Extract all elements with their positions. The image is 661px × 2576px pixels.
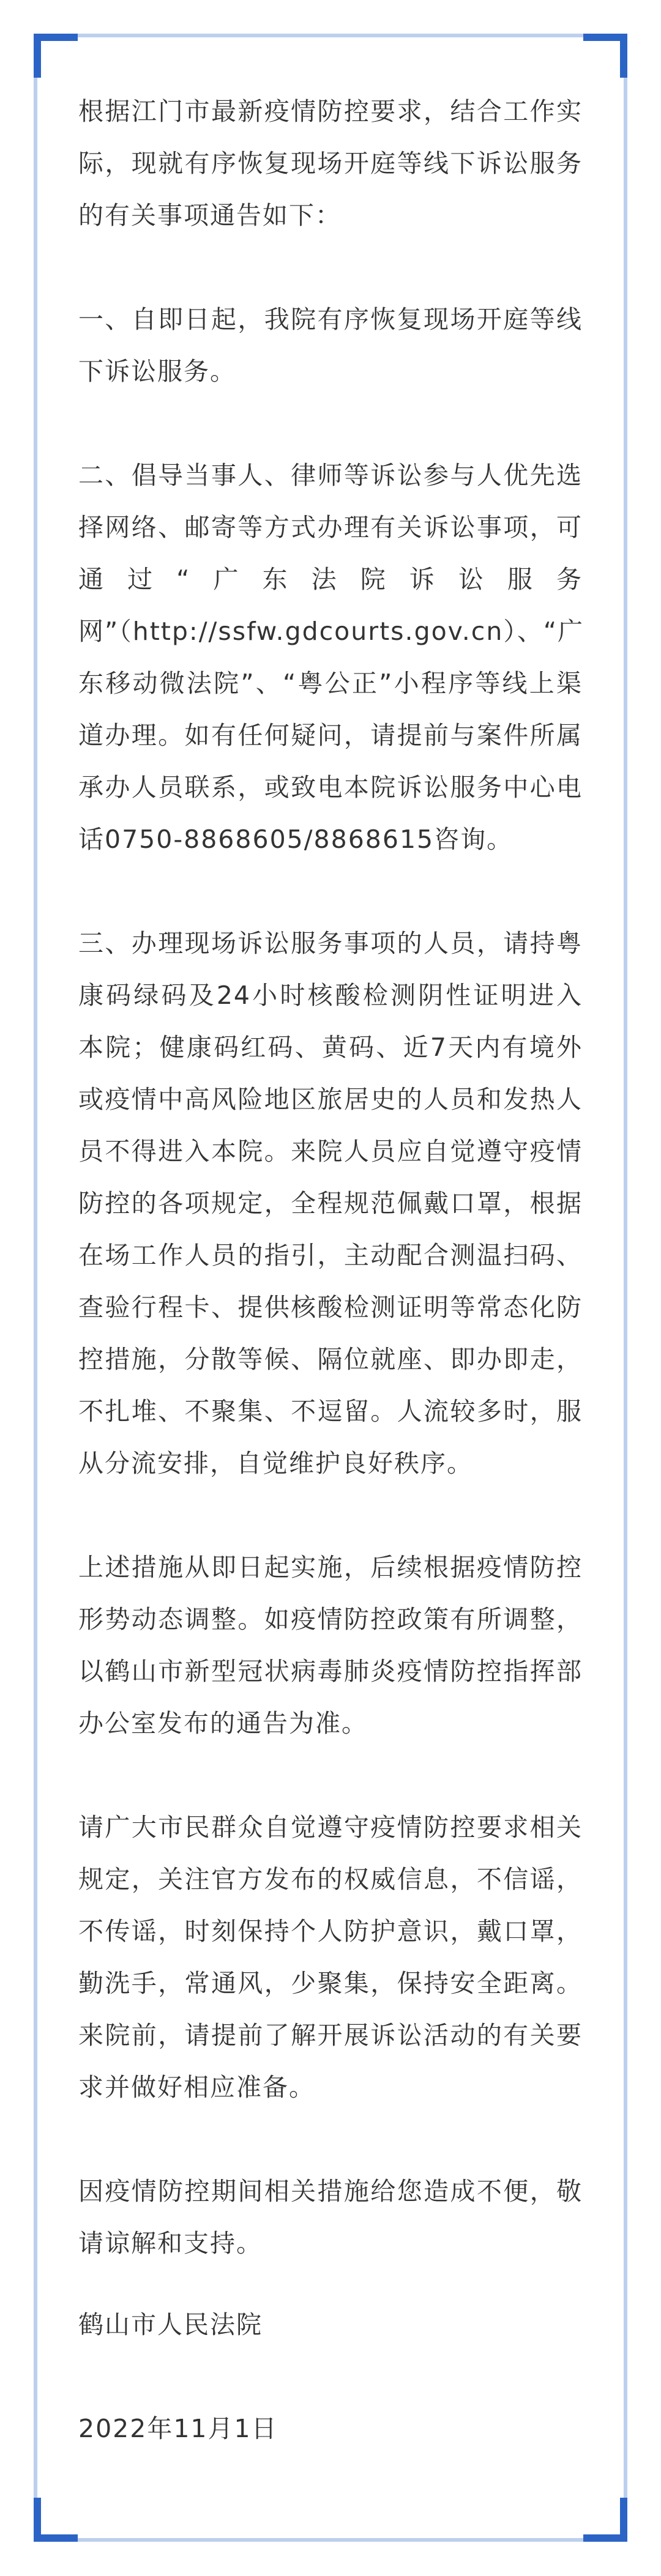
notice-paragraph-intro: 根据江门市最新疫情防控要求，结合工作实际，现就有序恢复现场开庭等线下诉讼服务的有关事项通告如下：: [78, 97, 583, 230]
corner-decoration-top-right: [583, 34, 627, 78]
notice-body: [78, 86, 583, 2507]
corner-decoration-bottom-left: [34, 2498, 78, 2542]
notice-paragraph-apology: 因疫情防控期间相关措施给您造成不便，敬请谅解和支持。: [78, 2177, 583, 2258]
notice-paragraph-item-3: 三、办理现场诉讼服务事项的人员，请持粤康码绿码及24小时核酸检测阴性证明进入本院；健康码红码、黄码、近7天内有境外或疫情中高风险地区旅居史的人员和发热人员不得进入本院。来院人员应自觉遵守疫情防控的各项规定，全程规范佩戴口罩，根据在场工作人员的指引，主动配合测温扫码、查验行程卡、提供核酸检测证明等常态化防控措施，分散等候、隔位就座、即办即走，不扎堆、不聚集、不逗留。人流较多时，服从分流安排，自觉维护良好秩序。: [78, 929, 583, 1478]
notice-paragraph-item-1: 一、自即日起，我院有序恢复现场开庭等线下诉讼服务。: [78, 305, 583, 386]
notice-date: 2022年11月1日: [78, 2414, 278, 2443]
notice-paragraph-appeal: 请广大市民群众自觉遵守疫情防控要求相关规定，关注官方发布的权威信息，不信谣，不传谣，时刻保持个人防护意识，戴口罩，勤洗手，常通风，少聚集，保持安全距离。来院前，请提前了解开展诉讼活动的有关要求并做好相应准备。: [78, 1813, 583, 2102]
corner-decoration-top-left: [34, 34, 78, 78]
notice-paragraph-item-2: 二、倡导当事人、律师等诉讼参与人优先选择网络、邮寄等方式办理有关诉讼事项，可通过“广东法院诉讼服务网”（http://ssfw.gdcourts.gov.cn）、“广东移动微法院”、“粤公正”小程序等线上渠道办理。如有任何疑问，请提前与案件所属承办人员联系，或致电本院诉讼服务中心电话0750-8868605/8868615咨询。: [78, 461, 584, 854]
notice-signature: 鹤山市人民法院: [78, 2310, 263, 2339]
corner-decoration-bottom-right: [583, 2498, 627, 2542]
notice-paragraph-measures: 上述措施从即日起实施，后续根据疫情防控形势动态调整。如疫情防控政策有所调整，以鹤山市新型冠状病毒肺炎疫情防控指挥部办公室发布的通告为准。: [78, 1553, 583, 1738]
